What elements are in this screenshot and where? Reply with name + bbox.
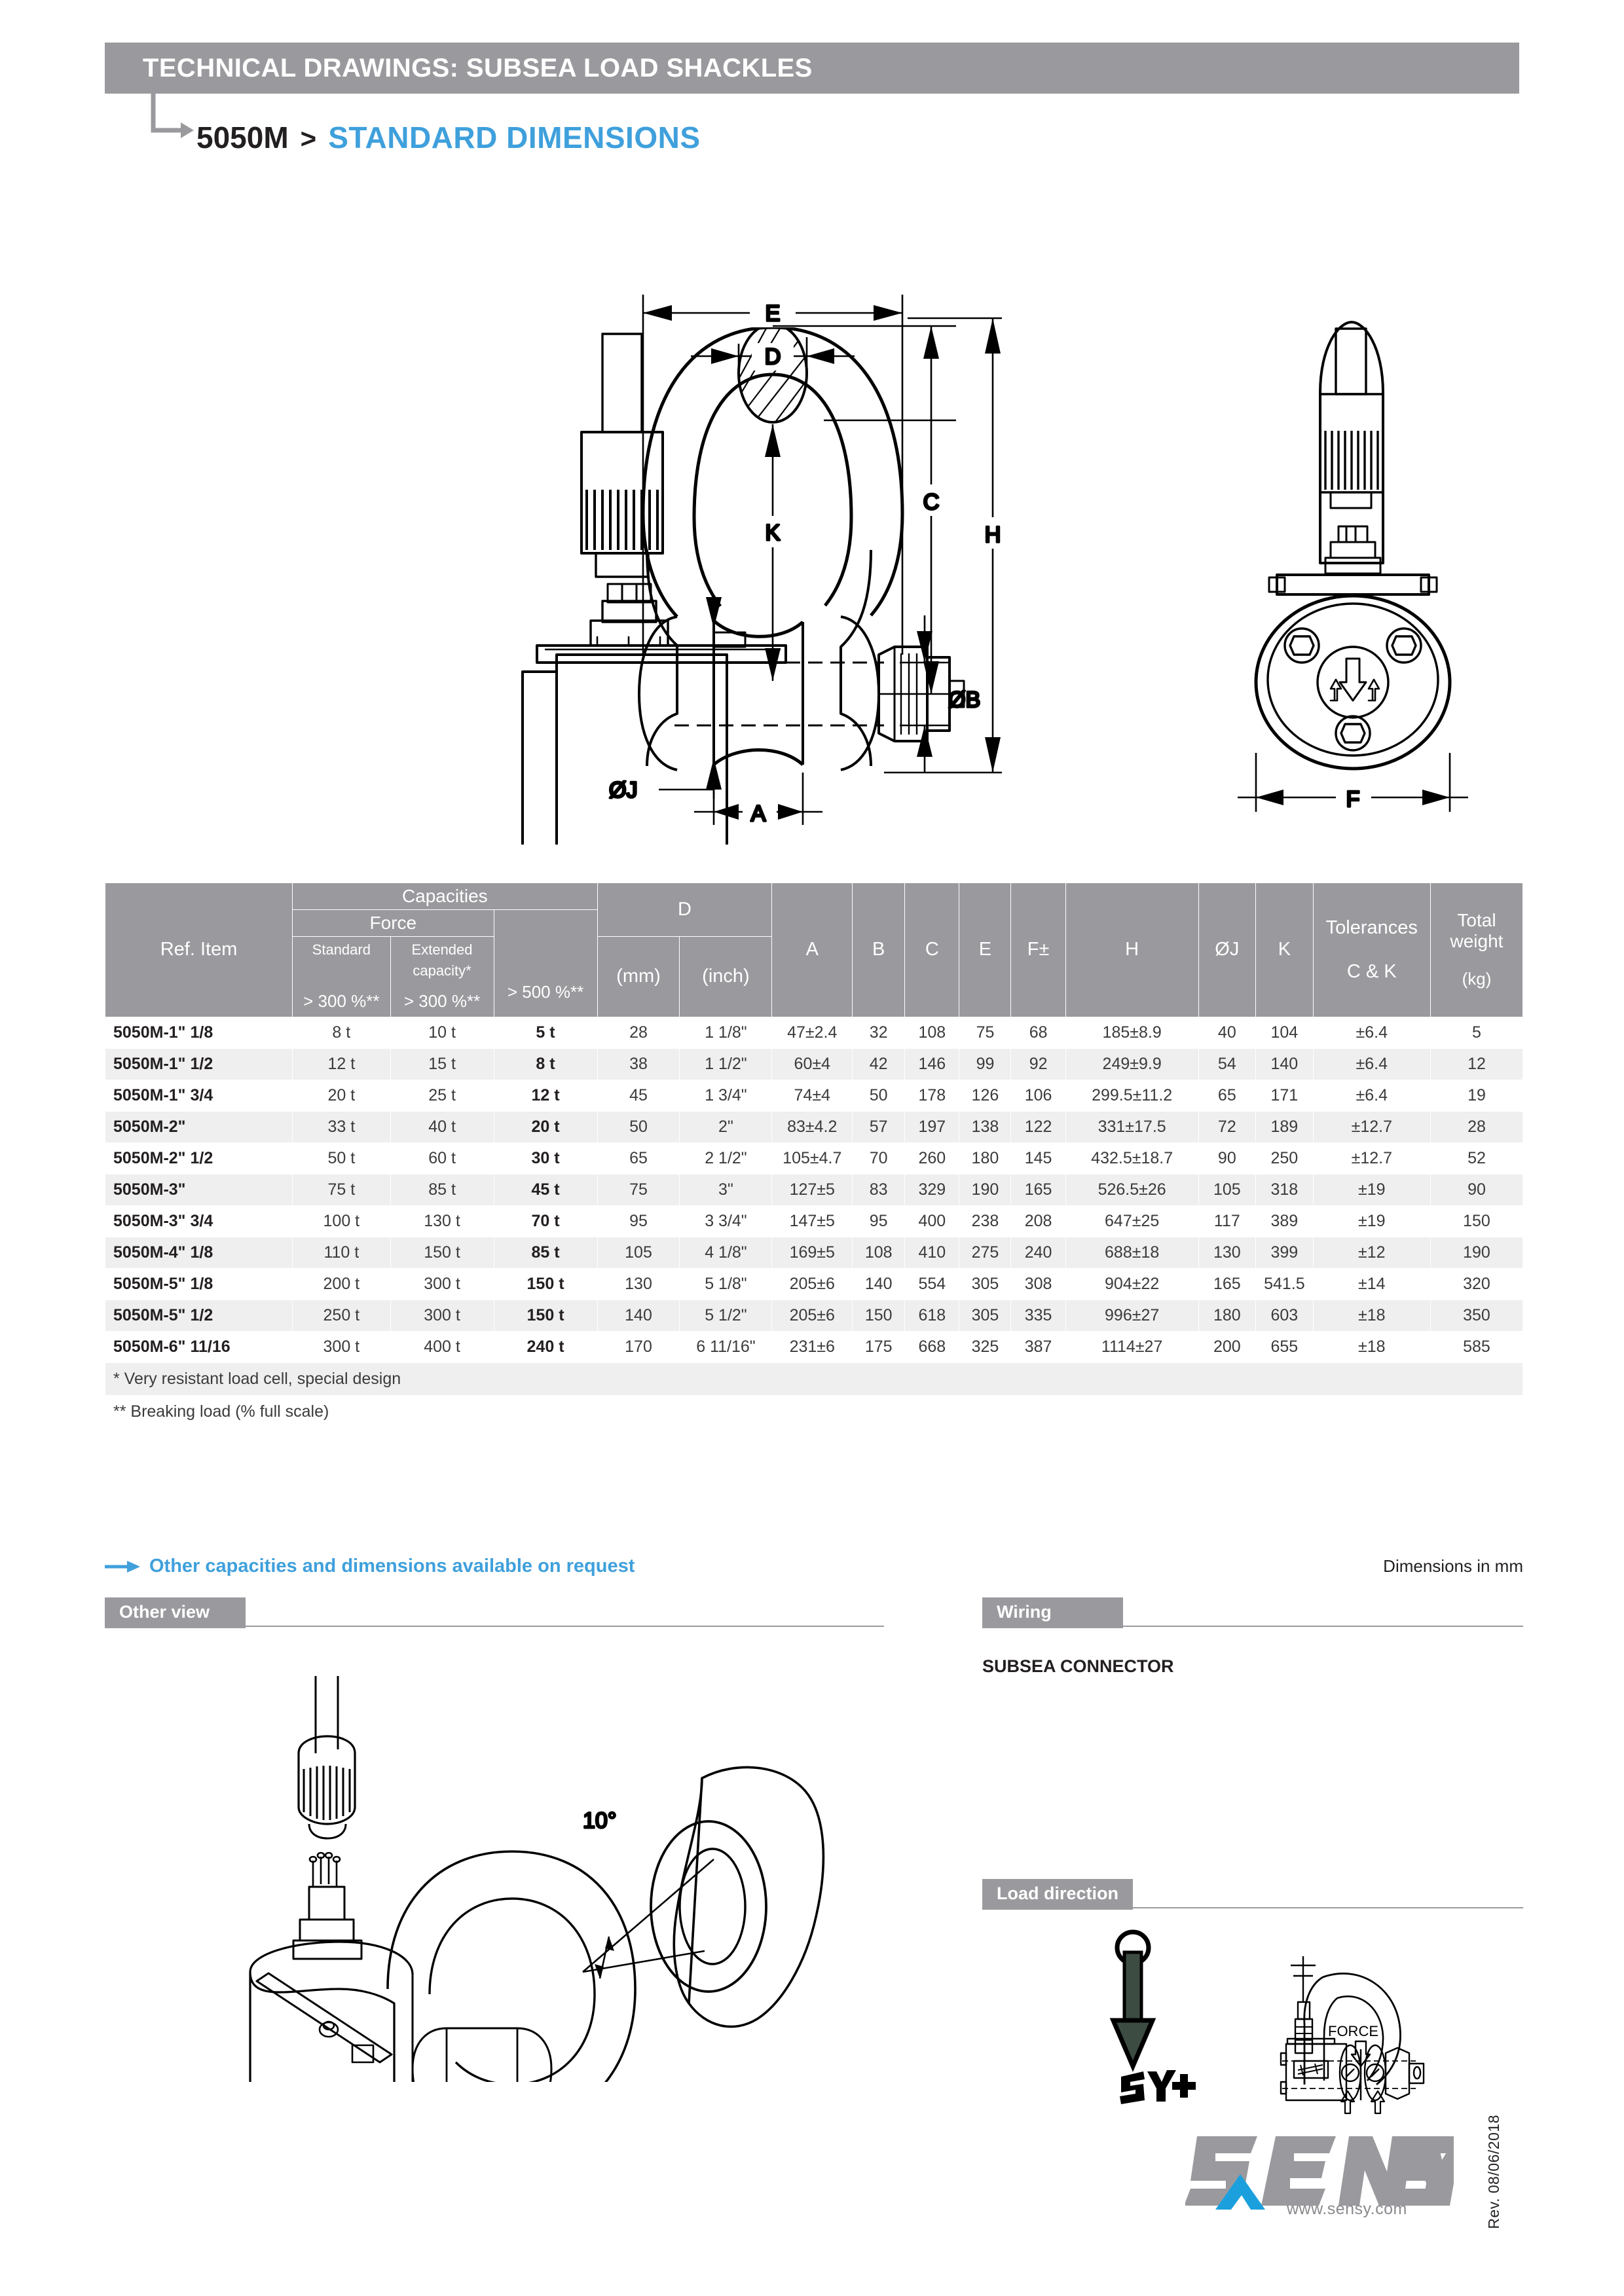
cell-F: 308 bbox=[1011, 1268, 1065, 1300]
cell-K: 140 bbox=[1256, 1048, 1314, 1080]
col-total-unit: (kg) bbox=[1462, 969, 1492, 989]
cell-OJ: 130 bbox=[1198, 1237, 1256, 1268]
cell-ext: 300 t bbox=[390, 1300, 494, 1331]
cell-B: 175 bbox=[853, 1331, 905, 1362]
footnote-1: * Very resistant load cell, special design bbox=[105, 1362, 1523, 1395]
col-B: B bbox=[853, 883, 905, 1017]
cell-H: 996±27 bbox=[1065, 1300, 1198, 1331]
dim-label-D: D bbox=[764, 344, 781, 369]
cell-tol: ±14 bbox=[1313, 1268, 1430, 1300]
section-rule bbox=[1133, 1907, 1523, 1908]
cell-C: 260 bbox=[905, 1142, 959, 1174]
cell-hoist: 85 t bbox=[494, 1237, 597, 1268]
cell-ext: 85 t bbox=[390, 1174, 494, 1205]
cell-dinch: 2 1/2" bbox=[680, 1142, 772, 1174]
cell-ext: 40 t bbox=[390, 1111, 494, 1142]
other-view-drawing bbox=[216, 1676, 871, 2085]
cell-ext: 25 t bbox=[390, 1080, 494, 1111]
cell-hoist: 12 t bbox=[494, 1080, 597, 1111]
cell-tol: ±6.4 bbox=[1313, 1017, 1430, 1048]
cell-H: 249±9.9 bbox=[1065, 1048, 1198, 1080]
cell-A: 60±4 bbox=[772, 1048, 853, 1080]
cell-ext: 150 t bbox=[390, 1237, 494, 1268]
dim-label-H: H bbox=[984, 522, 1001, 547]
cell-H: 526.5±26 bbox=[1065, 1174, 1198, 1205]
cell-E: 238 bbox=[959, 1205, 1011, 1237]
cell-ref-item: 5050M-1" 1/2 bbox=[105, 1048, 293, 1080]
cell-B: 70 bbox=[853, 1142, 905, 1174]
cell-A: 147±5 bbox=[772, 1205, 853, 1237]
section-load-direction-label: Load direction bbox=[982, 1879, 1133, 1910]
cell-E: 305 bbox=[959, 1300, 1011, 1331]
footnote-2: ** Breaking load (% full scale) bbox=[105, 1395, 1523, 1428]
cell-B: 42 bbox=[853, 1048, 905, 1080]
col-total-label: Total weight bbox=[1450, 910, 1504, 952]
notes-row bbox=[105, 1556, 1523, 1577]
cell-ref-item: 5050M-3" 3/4 bbox=[105, 1205, 293, 1237]
elbow-connector-icon bbox=[149, 94, 195, 146]
force-label: FORCE bbox=[1328, 2023, 1378, 2039]
cell-hoist: 240 t bbox=[494, 1331, 597, 1362]
cell-hoist: 20 t bbox=[494, 1111, 597, 1142]
col-extended bbox=[390, 937, 494, 1017]
cell-dmm: 140 bbox=[597, 1300, 680, 1331]
cell-E: 325 bbox=[959, 1331, 1011, 1362]
cell-std: 20 t bbox=[293, 1080, 390, 1111]
cell-dmm: 50 bbox=[597, 1111, 680, 1142]
cell-ext: 15 t bbox=[390, 1048, 494, 1080]
table-row bbox=[105, 1331, 1523, 1362]
col-F: F± bbox=[1011, 883, 1065, 1017]
table-row bbox=[105, 1142, 1523, 1174]
cell-kg: 90 bbox=[1430, 1174, 1522, 1205]
cell-dmm: 45 bbox=[597, 1080, 680, 1111]
cell-C: 108 bbox=[905, 1017, 959, 1048]
section-other-view-label: Other view bbox=[105, 1597, 246, 1628]
cell-OJ: 117 bbox=[1198, 1205, 1256, 1237]
cell-dinch: 5 1/2" bbox=[680, 1300, 772, 1331]
company-website: www.sensy.com bbox=[1287, 2200, 1407, 2218]
cell-C: 668 bbox=[905, 1331, 959, 1362]
cell-kg: 350 bbox=[1430, 1300, 1522, 1331]
cell-std: 12 t bbox=[293, 1048, 390, 1080]
cell-C: 178 bbox=[905, 1080, 959, 1111]
col-tolerances bbox=[1313, 883, 1430, 1017]
cell-F: 208 bbox=[1011, 1205, 1065, 1237]
cell-B: 140 bbox=[853, 1268, 905, 1300]
cell-std: 50 t bbox=[293, 1142, 390, 1174]
section-other-view-header bbox=[105, 1597, 884, 1628]
col-A: A bbox=[772, 883, 853, 1017]
table-row bbox=[105, 1300, 1523, 1331]
section-rule bbox=[246, 1626, 884, 1627]
cell-dinch: 1 3/4" bbox=[680, 1080, 772, 1111]
cell-tol: ±18 bbox=[1313, 1300, 1430, 1331]
cell-A: 47±2.4 bbox=[772, 1017, 853, 1048]
cell-H: 688±18 bbox=[1065, 1237, 1198, 1268]
col-tolerances-sub: C & K bbox=[1346, 960, 1397, 982]
cell-B: 32 bbox=[853, 1017, 905, 1048]
cell-dmm: 38 bbox=[597, 1048, 680, 1080]
col-hoist: > 500 %** bbox=[494, 910, 597, 1017]
col-OJ: ØJ bbox=[1198, 883, 1256, 1017]
cell-dinch: 6 11/16" bbox=[680, 1331, 772, 1362]
load-direction-drawing bbox=[1107, 1925, 1473, 2118]
cell-OJ: 90 bbox=[1198, 1142, 1256, 1174]
dim-label-C: C bbox=[923, 490, 940, 515]
table-row bbox=[105, 1017, 1523, 1048]
cell-OJ: 200 bbox=[1198, 1331, 1256, 1362]
cell-dmm: 95 bbox=[597, 1205, 680, 1237]
cell-std: 110 t bbox=[293, 1237, 390, 1268]
cell-F: 122 bbox=[1011, 1111, 1065, 1142]
cell-ext: 400 t bbox=[390, 1331, 494, 1362]
cell-OJ: 65 bbox=[1198, 1080, 1256, 1111]
col-d-mm: (mm) bbox=[597, 937, 680, 1017]
cell-K: 655 bbox=[1256, 1331, 1314, 1362]
cell-C: 554 bbox=[905, 1268, 959, 1300]
cell-E: 126 bbox=[959, 1080, 1011, 1111]
cell-ext: 130 t bbox=[390, 1205, 494, 1237]
cell-H: 1114±27 bbox=[1065, 1331, 1198, 1362]
cell-std: 100 t bbox=[293, 1205, 390, 1237]
main-technical-drawing bbox=[105, 196, 1519, 845]
cell-C: 410 bbox=[905, 1237, 959, 1268]
cell-OJ: 180 bbox=[1198, 1300, 1256, 1331]
cell-kg: 52 bbox=[1430, 1142, 1522, 1174]
model-name: 5050M bbox=[196, 120, 289, 155]
wiring-connector-type: SUBSEA CONNECTOR bbox=[982, 1656, 1174, 1676]
col-ref-item: Ref. Item bbox=[105, 883, 293, 1017]
section-wiring-header bbox=[982, 1597, 1523, 1628]
cell-ref-item: 5050M-6" 11/16 bbox=[105, 1331, 293, 1362]
col-group-d: D bbox=[597, 883, 772, 937]
revision-date: Rev. 08/06/2018 bbox=[1485, 2115, 1502, 2229]
angle-annotation: 10° bbox=[583, 1808, 617, 1833]
cell-E: 180 bbox=[959, 1142, 1011, 1174]
cell-F: 165 bbox=[1011, 1174, 1065, 1205]
dim-label-F: F bbox=[1346, 787, 1360, 812]
load-arrow-icon bbox=[1113, 1932, 1196, 2104]
cell-K: 104 bbox=[1256, 1017, 1314, 1048]
cell-K: 189 bbox=[1256, 1111, 1314, 1142]
dim-label-K: K bbox=[765, 520, 781, 545]
cell-C: 400 bbox=[905, 1205, 959, 1237]
cell-K: 389 bbox=[1256, 1205, 1314, 1237]
request-note-text: Other capacities and dimensions available on request bbox=[149, 1556, 635, 1576]
cell-dmm: 65 bbox=[597, 1142, 680, 1174]
table-row bbox=[105, 1174, 1523, 1205]
cell-dinch: 3" bbox=[680, 1174, 772, 1205]
cell-std: 200 t bbox=[293, 1268, 390, 1300]
cell-F: 387 bbox=[1011, 1331, 1065, 1362]
cell-kg: 585 bbox=[1430, 1331, 1522, 1362]
cell-kg: 12 bbox=[1430, 1048, 1522, 1080]
section-title: STANDARD DIMENSIONS bbox=[328, 120, 701, 155]
cell-B: 50 bbox=[853, 1080, 905, 1111]
cell-std: 250 t bbox=[293, 1300, 390, 1331]
cell-dinch: 5 1/8" bbox=[680, 1268, 772, 1300]
cell-K: 318 bbox=[1256, 1174, 1314, 1205]
table-row bbox=[105, 1268, 1523, 1300]
cell-C: 197 bbox=[905, 1111, 959, 1142]
page-header-bar bbox=[105, 43, 1519, 94]
col-extended-pct: > 300 %** bbox=[403, 991, 481, 1011]
cell-dinch: 2" bbox=[680, 1111, 772, 1142]
cell-tol: ±18 bbox=[1313, 1331, 1430, 1362]
cell-hoist: 150 t bbox=[494, 1300, 597, 1331]
cell-hoist: 45 t bbox=[494, 1174, 597, 1205]
section-wiring-label: Wiring bbox=[982, 1597, 1123, 1628]
cell-hoist: 8 t bbox=[494, 1048, 597, 1080]
cell-tol: ±19 bbox=[1313, 1174, 1430, 1205]
cell-hoist: 30 t bbox=[494, 1142, 597, 1174]
cell-B: 108 bbox=[853, 1237, 905, 1268]
col-d-inch: (inch) bbox=[680, 937, 772, 1017]
section-load-direction bbox=[982, 1879, 1523, 1910]
cell-F: 145 bbox=[1011, 1142, 1065, 1174]
cell-tol: ±12.7 bbox=[1313, 1111, 1430, 1142]
arrow-right-icon bbox=[105, 1559, 141, 1575]
cell-ref-item: 5050M-5" 1/2 bbox=[105, 1300, 293, 1331]
section-rule bbox=[1123, 1626, 1523, 1627]
cell-ref-item: 5050M-2" bbox=[105, 1111, 293, 1142]
cell-F: 106 bbox=[1011, 1080, 1065, 1111]
col-group-capacities: Capacities bbox=[293, 883, 597, 910]
cell-hoist: 150 t bbox=[494, 1268, 597, 1300]
table-footnotes bbox=[105, 1362, 1523, 1428]
col-standard bbox=[293, 937, 390, 1017]
cell-kg: 320 bbox=[1430, 1268, 1522, 1300]
dim-label-E: E bbox=[765, 301, 781, 326]
cell-K: 250 bbox=[1256, 1142, 1314, 1174]
cell-H: 185±8.9 bbox=[1065, 1017, 1198, 1048]
dim-label-OJ: ØJ bbox=[609, 778, 638, 803]
cell-tol: ±6.4 bbox=[1313, 1080, 1430, 1111]
cell-ext: 10 t bbox=[390, 1017, 494, 1048]
cell-kg: 19 bbox=[1430, 1080, 1522, 1111]
cell-A: 105±4.7 bbox=[772, 1142, 853, 1174]
cell-E: 75 bbox=[959, 1017, 1011, 1048]
cell-ref-item: 5050M-3" bbox=[105, 1174, 293, 1205]
cell-kg: 150 bbox=[1430, 1205, 1522, 1237]
col-total-weight bbox=[1430, 883, 1522, 1017]
cell-ref-item: 5050M-2" 1/2 bbox=[105, 1142, 293, 1174]
cell-ext: 300 t bbox=[390, 1268, 494, 1300]
col-K: K bbox=[1256, 883, 1314, 1017]
cell-E: 99 bbox=[959, 1048, 1011, 1080]
cell-C: 329 bbox=[905, 1174, 959, 1205]
cell-std: 33 t bbox=[293, 1111, 390, 1142]
cell-std: 75 t bbox=[293, 1174, 390, 1205]
cell-H: 432.5±18.7 bbox=[1065, 1142, 1198, 1174]
table-row bbox=[105, 1237, 1523, 1268]
dimensions-unit-note: Dimensions in mm bbox=[1383, 1556, 1523, 1576]
cell-K: 399 bbox=[1256, 1237, 1314, 1268]
cell-dmm: 28 bbox=[597, 1017, 680, 1048]
table-header-row-1 bbox=[105, 883, 1523, 910]
cell-E: 275 bbox=[959, 1237, 1011, 1268]
cell-hoist: 70 t bbox=[494, 1205, 597, 1237]
cell-A: 205±6 bbox=[772, 1268, 853, 1300]
cell-OJ: 165 bbox=[1198, 1268, 1256, 1300]
cell-H: 331±17.5 bbox=[1065, 1111, 1198, 1142]
cell-K: 603 bbox=[1256, 1300, 1314, 1331]
cell-A: 127±5 bbox=[772, 1174, 853, 1205]
cell-K: 541.5 bbox=[1256, 1268, 1314, 1300]
cell-ref-item: 5050M-1" 3/4 bbox=[105, 1080, 293, 1111]
section-wiring bbox=[982, 1597, 1523, 1628]
cell-K: 171 bbox=[1256, 1080, 1314, 1111]
cell-H: 647±25 bbox=[1065, 1205, 1198, 1237]
cell-B: 95 bbox=[853, 1205, 905, 1237]
cell-F: 335 bbox=[1011, 1300, 1065, 1331]
cell-C: 146 bbox=[905, 1048, 959, 1080]
cell-kg: 28 bbox=[1430, 1111, 1522, 1142]
cell-A: 169±5 bbox=[772, 1237, 853, 1268]
table-row bbox=[105, 1080, 1523, 1111]
cell-F: 68 bbox=[1011, 1017, 1065, 1048]
cell-dinch: 3 3/4" bbox=[680, 1205, 772, 1237]
col-standard-pct: > 300 %** bbox=[303, 991, 380, 1011]
cell-dmm: 75 bbox=[597, 1174, 680, 1205]
col-H: H bbox=[1065, 883, 1198, 1017]
cell-tol: ±19 bbox=[1313, 1205, 1430, 1237]
dimensions-table bbox=[105, 883, 1523, 1429]
col-C: C bbox=[905, 883, 959, 1017]
col-tolerances-label: Tolerances bbox=[1325, 917, 1418, 938]
cell-B: 150 bbox=[853, 1300, 905, 1331]
cell-dinch: 1 1/2" bbox=[680, 1048, 772, 1080]
section-load-direction-header bbox=[982, 1879, 1523, 1910]
cell-B: 83 bbox=[853, 1174, 905, 1205]
cell-B: 57 bbox=[853, 1111, 905, 1142]
table-body bbox=[105, 1017, 1523, 1362]
cell-C: 618 bbox=[905, 1300, 959, 1331]
breadcrumb bbox=[196, 120, 701, 155]
cell-A: 231±6 bbox=[772, 1331, 853, 1362]
cell-OJ: 72 bbox=[1198, 1111, 1256, 1142]
cell-std: 300 t bbox=[293, 1331, 390, 1362]
table-row bbox=[105, 1111, 1523, 1142]
cell-kg: 190 bbox=[1430, 1237, 1522, 1268]
dim-label-A: A bbox=[750, 801, 766, 826]
cell-E: 305 bbox=[959, 1268, 1011, 1300]
cell-std: 8 t bbox=[293, 1017, 390, 1048]
cell-dinch: 1 1/8" bbox=[680, 1017, 772, 1048]
cell-E: 138 bbox=[959, 1111, 1011, 1142]
cell-tol: ±12 bbox=[1313, 1237, 1430, 1268]
cell-dinch: 4 1/8" bbox=[680, 1237, 772, 1268]
request-note bbox=[105, 1556, 635, 1577]
cell-dmm: 130 bbox=[597, 1268, 680, 1300]
page-title: TECHNICAL DRAWINGS: SUBSEA LOAD SHACKLES bbox=[143, 53, 813, 82]
table-row bbox=[105, 1048, 1523, 1080]
col-E: E bbox=[959, 883, 1011, 1017]
table-row bbox=[105, 1205, 1523, 1237]
dim-label-OB: ØB bbox=[948, 687, 981, 712]
cell-A: 83±4.2 bbox=[772, 1111, 853, 1142]
col-group-force: Force bbox=[293, 910, 494, 937]
cell-hoist: 5 t bbox=[494, 1017, 597, 1048]
table-head bbox=[105, 883, 1523, 1017]
cell-ext: 60 t bbox=[390, 1142, 494, 1174]
cell-F: 240 bbox=[1011, 1237, 1065, 1268]
col-standard-label: Standard bbox=[312, 941, 371, 958]
cell-F: 92 bbox=[1011, 1048, 1065, 1080]
cell-dmm: 170 bbox=[597, 1331, 680, 1362]
col-extended-label: Extended capacity* bbox=[411, 941, 473, 979]
cell-kg: 5 bbox=[1430, 1017, 1522, 1048]
cell-ref-item: 5050M-5" 1/8 bbox=[105, 1268, 293, 1300]
cell-dmm: 105 bbox=[597, 1237, 680, 1268]
cell-OJ: 40 bbox=[1198, 1017, 1256, 1048]
cell-tol: ±6.4 bbox=[1313, 1048, 1430, 1080]
cell-E: 190 bbox=[959, 1174, 1011, 1205]
cell-H: 299.5±11.2 bbox=[1065, 1080, 1198, 1111]
cell-A: 74±4 bbox=[772, 1080, 853, 1111]
section-other-view bbox=[105, 1597, 884, 1628]
cell-OJ: 105 bbox=[1198, 1174, 1256, 1205]
cell-ref-item: 5050M-1" 1/8 bbox=[105, 1017, 293, 1048]
cell-OJ: 54 bbox=[1198, 1048, 1256, 1080]
cell-tol: ±12.7 bbox=[1313, 1142, 1430, 1174]
breadcrumb-separator: > bbox=[300, 123, 317, 154]
cell-A: 205±6 bbox=[772, 1300, 853, 1331]
cell-H: 904±22 bbox=[1065, 1268, 1198, 1300]
cell-ref-item: 5050M-4" 1/8 bbox=[105, 1237, 293, 1268]
